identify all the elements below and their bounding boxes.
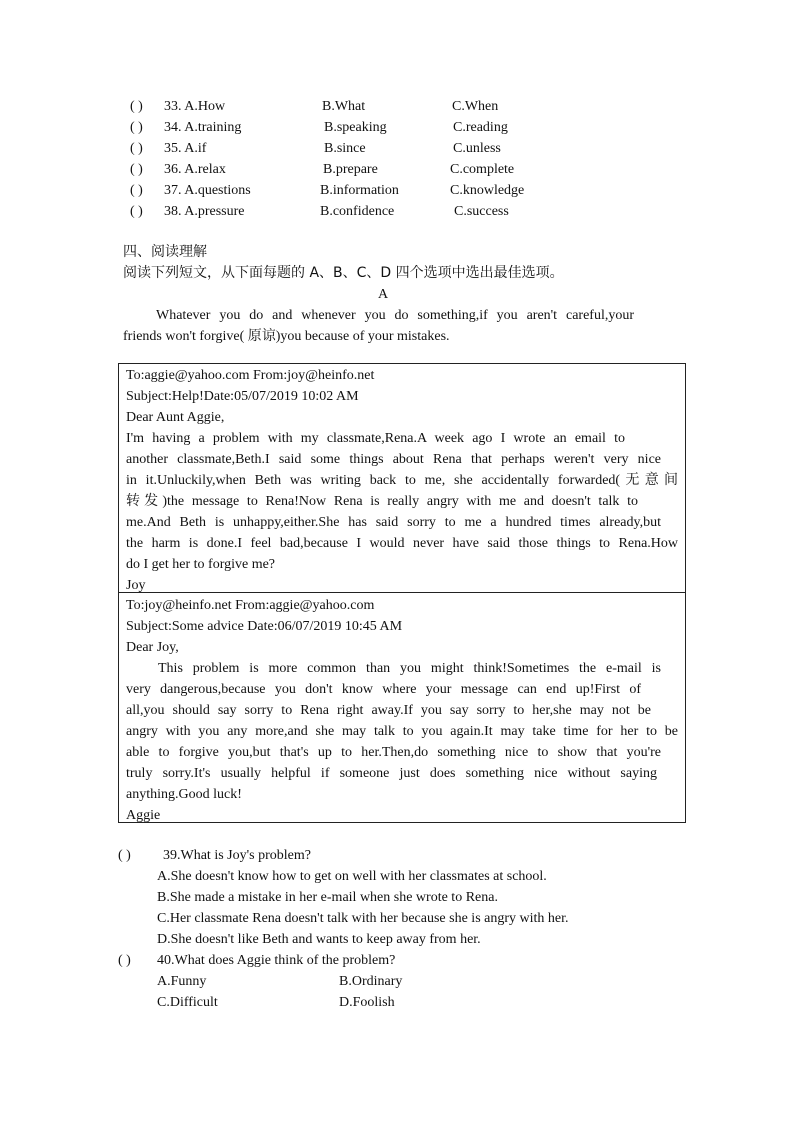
email-body-line: me.And Beth is unhappy,either.She has said sorry to me a hundred times already,but — [126, 515, 661, 530]
option-c: C.unless — [453, 141, 501, 156]
cloze-row — [130, 180, 650, 201]
passage-label: A — [378, 287, 389, 302]
answer-blank: ( ) — [130, 120, 143, 135]
option-c: C.knowledge — [450, 183, 525, 198]
email-body-line: another classmate,Beth.I said some things about Rena that perhaps weren't very nice — [126, 452, 661, 467]
email-box-joy — [118, 363, 686, 593]
email-body-line: This problem is more common than you might think!Sometimes the e-mail is — [158, 661, 661, 676]
option-c: C.reading — [453, 120, 508, 135]
question-option: D.She doesn't like Beth and wants to keep away from her. — [157, 932, 481, 947]
email-header-to-from: To:aggie@yahoo.com From:joy@heinfo.net — [126, 368, 375, 383]
passage-intro-line: Whatever you do and whenever you do something,if you aren't careful,your — [156, 308, 634, 323]
question-stem: 39.What is Joy's problem? — [163, 848, 311, 863]
email-box-aggie — [118, 592, 686, 823]
answer-blank: ( ) — [118, 848, 131, 863]
option-b: B.information — [320, 183, 399, 198]
question-option: B.Ordinary — [339, 974, 403, 989]
section-title: 四、阅读理解 — [123, 244, 207, 260]
answer-blank: ( ) — [118, 953, 131, 968]
email-body-line: 转发)the message to Rena!Now Rena is really angry with me and doesn't talk to — [126, 494, 638, 509]
email-body-line: truly sorry.It's usually helpful if someone just does something nice without saying — [126, 766, 657, 781]
question-option: C.Her classmate Rena doesn't talk with her because she is angry with her. — [157, 911, 569, 926]
passage-intro-line: friends won't forgive( 原谅)you because of your mistakes. — [123, 329, 450, 344]
email-header-subject-date: Subject:Some advice Date:06/07/2019 10:45 AM — [126, 619, 403, 634]
email-header-to-from: To:joy@heinfo.net From:aggie@yahoo.com — [126, 598, 375, 613]
email-signature: Joy — [126, 578, 146, 593]
email-signature: Aggie — [126, 808, 161, 823]
option-b: B.since — [324, 141, 366, 156]
answer-blank: ( ) — [130, 141, 143, 156]
question-option: D.Foolish — [339, 995, 395, 1010]
option-c: C.When — [452, 99, 499, 114]
answer-blank: ( ) — [130, 162, 143, 177]
email-greeting: Dear Aunt Aggie, — [126, 410, 225, 425]
option-c: C.complete — [450, 162, 515, 177]
section-instruction: 阅读下列短文，从下面每题的 A、B、C、D 四个选项中选出最佳选项。 — [123, 265, 564, 281]
email-body-line: able to forgive you,but that's up to her.Then,do something nice to show that you're — [126, 745, 661, 760]
option-b: B.confidence — [320, 204, 395, 219]
option-a: 36. A.relax — [164, 162, 226, 177]
option-a: 33. A.How — [164, 99, 226, 114]
email-body-line: in it.Unluckily,when Beth was writing back to me, she accidentally forwarded(无意间 — [126, 473, 678, 488]
email-body-line: anything.Good luck! — [126, 787, 242, 802]
email-body-line: very dangerous,because you don't know where your message can end up!First of — [126, 682, 641, 697]
email-body-line: angry with you any more,and she may talk to you again.It may take time for her to be — [126, 724, 678, 739]
cloze-row — [130, 117, 650, 138]
option-a: 34. A.training — [164, 120, 242, 135]
option-a: 38. A.pressure — [164, 204, 245, 219]
email-body-line: I'm having a problem with my classmate,Rena.A week ago I wrote an email to — [126, 431, 625, 446]
email-body-line: all,you should say sorry to Rena right away.If you say sorry to her,she may not be — [126, 703, 651, 718]
email-body-line: the harm is done.I feel bad,because I would never have said those things to Rena.How — [126, 536, 678, 551]
email-body-line: do I get her to forgive me? — [126, 557, 276, 572]
option-c: C.success — [454, 204, 509, 219]
question-option: B.She made a mistake in her e-mail when she wrote to Rena. — [157, 890, 498, 905]
option-b: B.What — [322, 99, 366, 114]
cloze-row — [130, 138, 650, 159]
question-stem: 40.What does Aggie think of the problem? — [157, 953, 396, 968]
cloze-row — [130, 96, 650, 117]
question-option: A.Funny — [157, 974, 207, 989]
answer-blank: ( ) — [130, 204, 143, 219]
option-a: 35. A.if — [164, 141, 207, 156]
question-option: A.She doesn't know how to get on well with her classmates at school. — [157, 869, 547, 884]
question-option: C.Difficult — [157, 995, 218, 1010]
cloze-row — [130, 201, 650, 222]
answer-blank: ( ) — [130, 99, 143, 114]
answer-blank: ( ) — [130, 183, 143, 198]
option-b: B.prepare — [323, 162, 378, 177]
email-greeting: Dear Joy, — [126, 640, 179, 655]
option-b: B.speaking — [324, 120, 387, 135]
email-header-subject-date: Subject:Help!Date:05/07/2019 10:02 AM — [126, 389, 359, 404]
option-a: 37. A.questions — [164, 183, 251, 198]
cloze-row — [130, 159, 650, 180]
